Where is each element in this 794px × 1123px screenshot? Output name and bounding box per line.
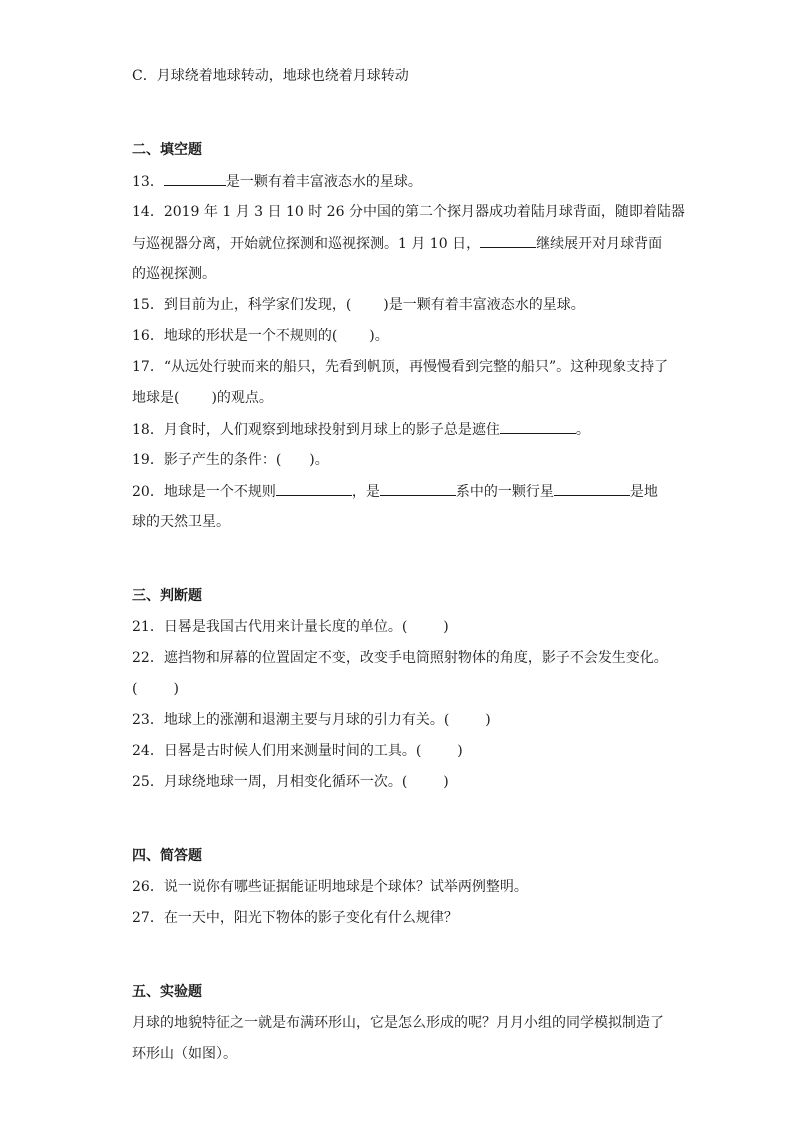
question-21 <box>132 617 449 637</box>
q14-text-b: 继续展开对月球背面 <box>536 236 663 252</box>
question-15 <box>132 295 585 315</box>
q18-text-b: 。 <box>575 422 590 438</box>
question-25 <box>132 772 449 792</box>
question-14-line2 <box>132 233 662 254</box>
question-17-line2 <box>132 388 273 408</box>
q18-text-a: 18．月食时，人们观察到地球投射到月球上的影子总是遮住 <box>132 422 500 438</box>
section-short-title: 四、简答题 <box>132 848 202 864</box>
q21-text-b: ) <box>443 619 449 635</box>
question-16 <box>132 326 389 346</box>
q13-number: 13． <box>132 174 164 190</box>
q20-text-b: ，是 <box>351 484 380 500</box>
q20-text-c: 系中的一颗行星 <box>455 484 554 500</box>
q23-text-a: 23．地球上的涨潮和退潮主要与月球的引力有关。( <box>132 712 450 728</box>
q13-text: 是一颗有着丰富液态水的星球。 <box>225 174 422 190</box>
q20-blank-1[interactable] <box>276 481 352 496</box>
section-judge-title: 三、判断题 <box>132 588 202 604</box>
q22-text-b: ) <box>173 681 179 697</box>
q17-text-a: 地球是( <box>132 390 180 406</box>
question-18 <box>132 419 590 440</box>
question-22-line2 <box>132 679 179 699</box>
q15-text-a: 15．到目前为止，科学家们发现，( <box>132 297 352 313</box>
q20-text-d: 是地 <box>629 484 658 500</box>
question-24 <box>132 741 463 761</box>
question-23 <box>132 710 491 730</box>
q16-text-b: )。 <box>369 328 389 344</box>
q22-text-a: ( <box>132 681 138 697</box>
question-19 <box>132 450 329 470</box>
q17-text-b: )的观点。 <box>211 390 273 406</box>
question-22-line1: 22．遮挡物和屏幕的位置固定不变，改变手电筒照射物体的角度，影子不会发生变化。 <box>132 650 668 666</box>
q20-blank-3[interactable] <box>554 481 630 496</box>
question-20-line1 <box>132 481 658 502</box>
question-26: 26．说一说你有哪些证据能证明地球是个球体？试举两例整明。 <box>132 879 528 895</box>
q25-text-b: ) <box>443 774 449 790</box>
q14-text-a: 与巡视器分离，开始就位探测和巡视探测。1 月 10 日， <box>132 236 481 252</box>
q19-text-a: 19．影子产生的条件：( <box>132 452 282 468</box>
experiment-line2: 环形山（如图）。 <box>132 1046 237 1062</box>
question-14-line3: 的巡视探测。 <box>132 266 216 282</box>
q24-text-a: 24．日晷是古时候人们用来测量时间的工具。( <box>132 743 422 759</box>
question-17-line1: 17．“从远处行驶而来的船只，先看到帆顶，再慢慢看到完整的船只”。这种现象支持了 <box>132 359 669 375</box>
option-c: C．月球绕着地球转动，地球也绕着月球转动 <box>132 68 409 84</box>
q21-text-a: 21．日晷是我国古代用来计量长度的单位。( <box>132 619 408 635</box>
question-13 <box>132 171 422 192</box>
q25-text-a: 25．月球绕地球一周，月相变化循环一次。( <box>132 774 408 790</box>
q19-text-b: )。 <box>309 452 329 468</box>
question-27: 27．在一天中，阳光下物体的影子变化有什么规律？ <box>132 910 458 926</box>
q15-text-b: )是一颗有着丰富液态水的星球。 <box>383 297 585 313</box>
q24-text-b: ) <box>457 743 463 759</box>
q13-blank[interactable] <box>164 171 226 186</box>
question-20-line2: 球的天然卫星。 <box>132 514 230 530</box>
q20-text-a: 20．地球是一个不规则 <box>132 484 276 500</box>
q18-blank[interactable] <box>500 419 576 434</box>
q20-blank-2[interactable] <box>380 481 456 496</box>
section-exp-title: 五、实验题 <box>132 984 202 1000</box>
section-fill-title: 二、填空题 <box>132 142 202 158</box>
question-14-line1: 14．2019 年 1 月 3 日 10 时 26 分中国的第二个探月器成功着陆月球背面，随即着陆器 <box>132 204 685 220</box>
q23-text-b: ) <box>485 712 491 728</box>
q16-text-a: 16．地球的形状是一个不规则的( <box>132 328 338 344</box>
q14-blank[interactable] <box>480 233 536 248</box>
experiment-line1: 月球的地貌特征之一就是布满环形山，它是怎么形成的呢？月月小组的同学模拟制造了 <box>132 1015 664 1031</box>
